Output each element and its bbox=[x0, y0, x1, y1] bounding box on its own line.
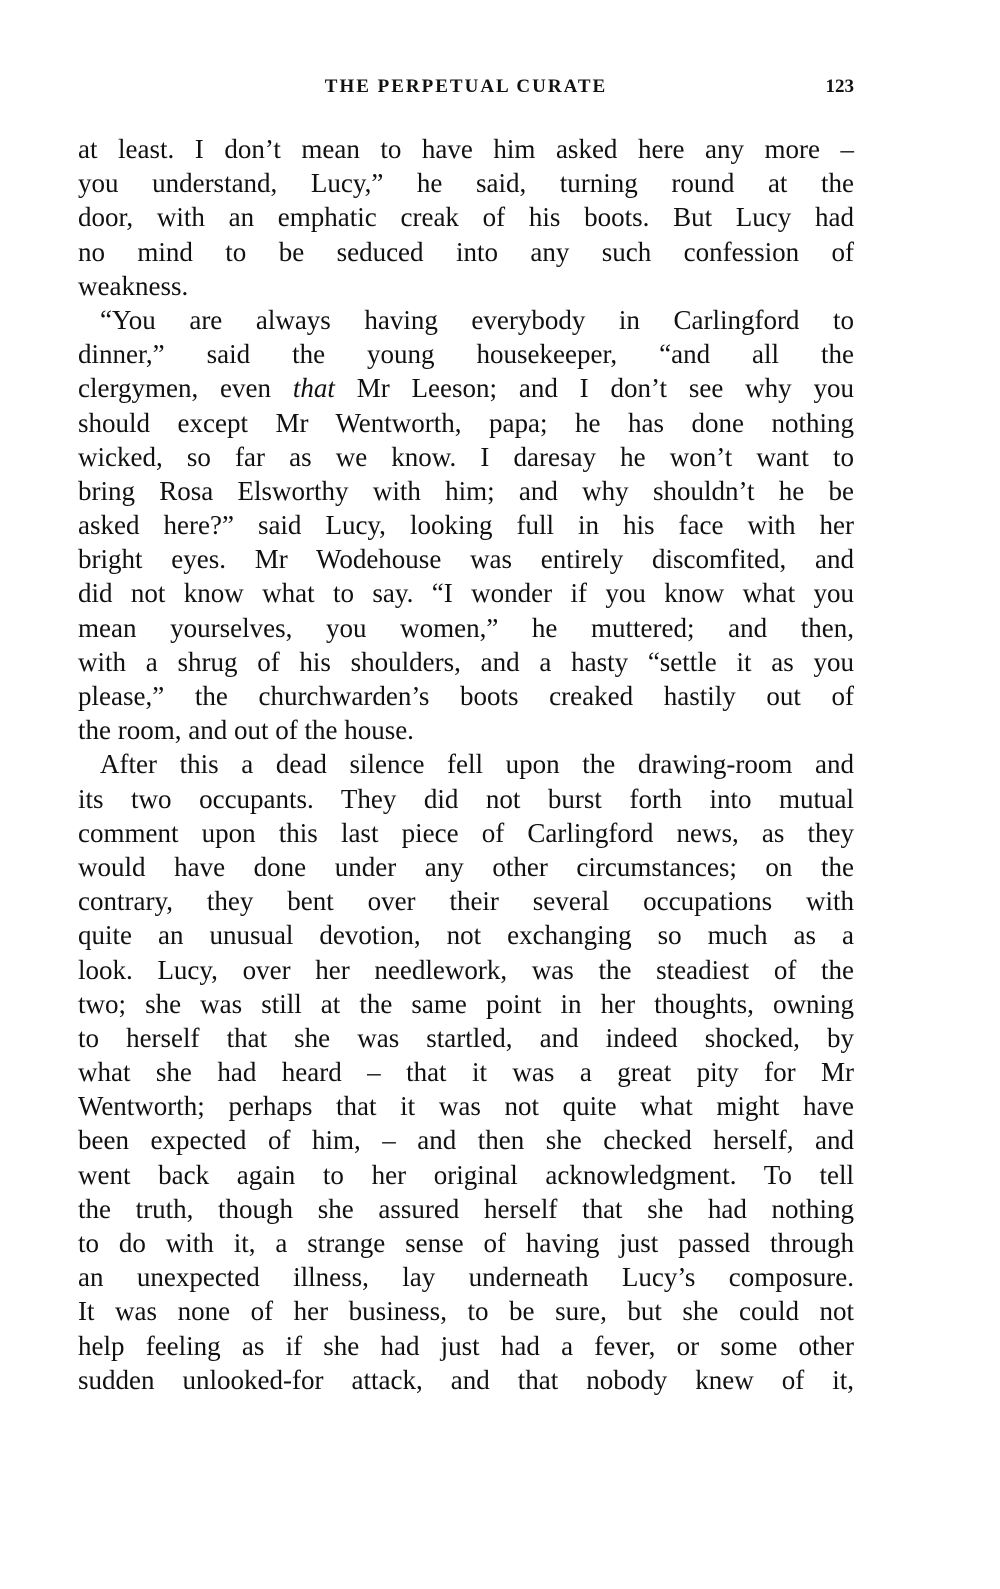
text-line: please,” the churchwarden’s boots creaked hastily out of bbox=[78, 681, 854, 711]
page-number: 123 bbox=[825, 76, 854, 97]
text-run: clergymen, even bbox=[78, 373, 293, 404]
text-line: at least. I don’t mean to have him asked here any more – bbox=[78, 134, 854, 164]
text-line: comment upon this last piece of Carlingford news, as they bbox=[78, 817, 854, 848]
text-line: its two occupants. They did not burst forth into mutual bbox=[78, 783, 854, 814]
text-run: Mr Leeson; and I don’t see why you bbox=[334, 373, 854, 404]
text-line: help feeling as if she had just had a fever, or some other bbox=[78, 1330, 854, 1361]
text-line: the room, and out of the house. bbox=[78, 715, 414, 746]
running-head bbox=[78, 76, 854, 102]
text-line: look. Lucy, over her needlework, was the steadiest of the bbox=[78, 954, 854, 985]
text-line: It was none of her business, to be sure, but she could not bbox=[78, 1296, 854, 1327]
text-line: contrary, they bent over their several occupations with bbox=[78, 886, 854, 917]
text-line: weakness. bbox=[78, 270, 189, 301]
body-text bbox=[78, 132, 854, 1397]
text-line: an unexpected illness, lay underneath Lucy’s composure. bbox=[78, 1262, 854, 1293]
text-line: bright eyes. Mr Wodehouse was entirely discomfited, and bbox=[78, 544, 854, 575]
text-line: with a shrug of his shoulders, and a hasty “settle it as you bbox=[78, 646, 854, 677]
running-title: THE PERPETUAL CURATE bbox=[324, 76, 608, 97]
text-line: sudden unlooked-for attack, and that nobody knew of it, bbox=[78, 1364, 854, 1395]
text-line: to do with it, a strange sense of having just passed through bbox=[78, 1228, 854, 1258]
text-line: should except Mr Wentworth, papa; he has done nothing bbox=[78, 407, 854, 438]
text-line: would have done under any other circumstances; on the bbox=[78, 851, 854, 882]
text-line: did not know what to say. “I wonder if you know what you bbox=[78, 578, 854, 609]
text-line: “You are always having everybody in Carlingford to bbox=[100, 304, 854, 335]
text-line: asked here?” said Lucy, looking full in his face with her bbox=[78, 510, 854, 541]
text-line bbox=[78, 371, 854, 405]
text-line: been expected of him, – and then she checked herself, and bbox=[78, 1125, 854, 1156]
text-line: no mind to be seduced into any such confession of bbox=[78, 236, 854, 267]
text-line: wicked, so far as we know. I daresay he won’t want to bbox=[78, 441, 854, 472]
text-line: to herself that she was startled, and indeed shocked, by bbox=[78, 1022, 854, 1053]
text-line: bring Rosa Elsworthy with him; and why shouldn’t he be bbox=[78, 475, 854, 506]
text-line: you understand, Lucy,” he said, turning round at the bbox=[78, 168, 854, 199]
text-line: what she had heard – that it was a great pity for Mr bbox=[78, 1057, 854, 1088]
text-line: quite an unusual devotion, not exchanging so much as a bbox=[78, 920, 854, 951]
text-line: door, with an emphatic creak of his boots. But Lucy had bbox=[78, 202, 854, 233]
text-line: the truth, though she assured herself that she had nothing bbox=[78, 1193, 854, 1224]
text-line: two; she was still at the same point in her thoughts, owning bbox=[78, 988, 854, 1019]
text-line: dinner,” said the young housekeeper, “and all the bbox=[78, 339, 854, 370]
text-line: Wentworth; perhaps that it was not quite what might have bbox=[78, 1091, 854, 1122]
text-line: After this a dead silence fell upon the drawing-room and bbox=[100, 749, 854, 780]
text-line: mean yourselves, you women,” he muttered; and then, bbox=[78, 612, 854, 643]
italic-emphasis: that bbox=[292, 373, 335, 404]
text-line: went back again to her original acknowledgment. To tell bbox=[78, 1159, 854, 1190]
